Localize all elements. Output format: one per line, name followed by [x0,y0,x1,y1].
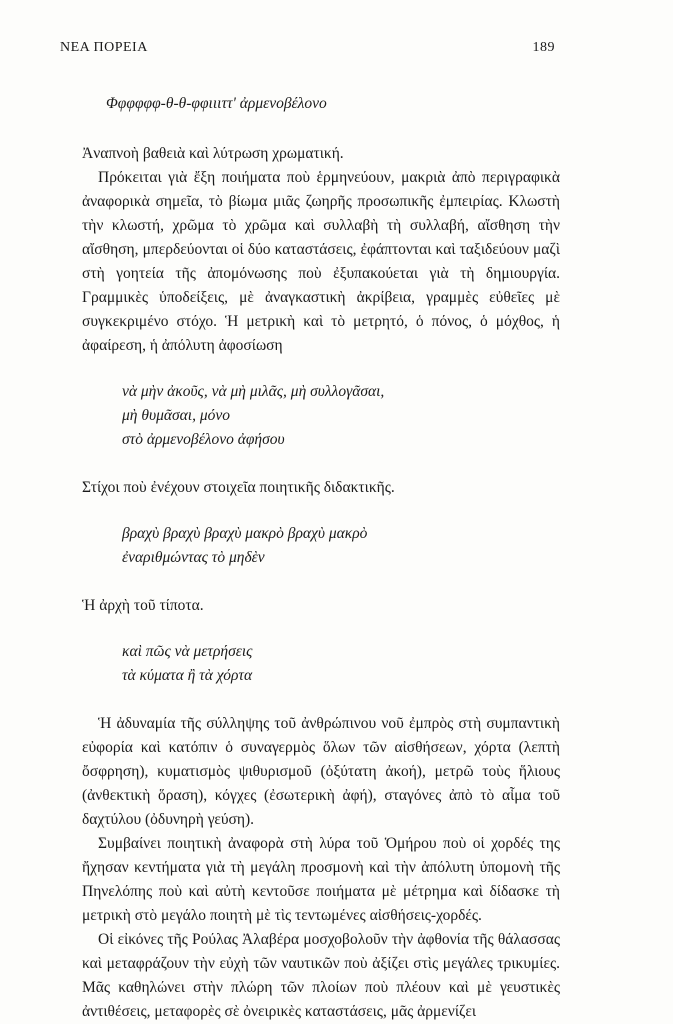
running-header [60,40,555,56]
poem-excerpt-1 [122,380,560,452]
paragraph-1: Ἀναπνοὴ βαθειὰ καὶ λύτρωση χρωματική. [82,145,344,162]
paragraph-2: Πρόκειται γιὰ ἔξη ποιήματα ποὺ ἑρμηνεύουν, μακριὰ ἀπὸ περιγραφικὰ ἀναφορικὰ σημεῖα, τὸ βίωμα μιᾶς ζωηρῆς προσωπικῆς ἐμπειρίας. Κλωστὴ τὴν κλωστή, χρῶμα τὸ χρῶμα καὶ συλλαβὴ τὴ συλλαβή, αἴσθηση τὴν αἴσθηση, μπερδεύονται οἱ δύο καταστάσεις, ἐφάπτονται καὶ ταξιδεύουν μαζὶ στὴ γοητεία τῆς ἀπομόνωσης ποὺ ἐξυπακούεται γιὰ τὴ δημιουργία. Γραμμικὲς ὑποδείξεις, μὲ ἀναγκαστικὴ ἀκρίβεια, γραμμὲς εὐθεῖες μὲ συγκεκριμένο στόχο. Ἡ μετρικὴ καὶ τὸ μετρητό, ὁ πόνος, ὁ μόχθος, ἡ ἀφαίρεση, ἡ ἀπόλυτη ἀφοσίωση [82,169,560,354]
poem-line: ἐναριθμώντας τὸ μηδὲν [122,549,265,566]
paragraph-7: Οἱ εἰκόνες τῆς Ρούλας Ἀλαβέρα μοσχοβολοῦν τὴν ἀφθονία τῆς θάλασσας καὶ μεταφράζουν τὴν εὐχὴ τῶν ναυτικῶν ποὺ ἀξίζει στὶς μεγάλες τρικυμίες. Μᾶς καθηλώνει στὴν πλώρη τῶν πλοίων ποὺ πλέουν καὶ μὲ γευστικὲς ἀντιθέσεις, μεταφορὲς σὲ ὀνειρικὲς καταστάσεις, μᾶς ἀρμενίζει [82,931,560,1020]
poem-line: νὰ μὴν ἀκοῦς, νὰ μὴ μιλᾶς, μὴ συλλογᾶσαι, [122,383,385,400]
paragraph-6: Συμβαίνει ποιητικὴ ἀναφορὰ στὴ λύρα τοῦ Ὁμήρου ποὺ οἱ χορδές της ἤχησαν κεντήματα γιὰ τὴ μεγάλη προσμονὴ καὶ τὴν ἀπόλυτη ὑπομονὴ τῆς Πηνελόπης ποὺ καὶ αὐτὴ κεντοῦσε ποιήματα μὲ μέτρημα καὶ δίδασκε τὴ μετρικὴ στὸ μεγάλο ποιητὴ μὲ τὶς τεντωμένες αἰσθήσεις-χορδές. [82,835,560,924]
paragraph-3: Στίχοι ποὺ ἐνέχουν στοιχεῖα ποιητικῆς διδακτικῆς. [82,479,395,496]
poem-excerpt-2 [122,522,560,570]
page-number: 189 [532,40,555,55]
poem-line: καὶ πῶς νὰ μετρήσεις [122,643,253,660]
journal-title: ΝΕΑ ΠΟΡΕΙΑ [60,40,148,55]
poem-line: στὸ ἀρμενοβέλονο ἀφήσου [122,431,285,448]
epigraph: Φφφφφφ-θ-θ-φφιιιττ' ἀρμενοβέλονο [106,95,327,112]
poem-excerpt-3 [122,640,560,688]
paragraph-4: Ἡ ἀρχὴ τοῦ τίποτα. [82,597,204,614]
poem-line: βραχὺ βραχὺ βραχὺ μακρὸ βραχὺ μακρὸ [122,525,368,542]
poem-line: μὴ θυμᾶσαι, μόνο [122,407,230,424]
page-body [82,92,560,1024]
poem-line: τὰ κύματα ἢ τὰ χόρτα [122,667,253,684]
paragraph-5: Ἡ ἀδυναμία τῆς σύλληψης τοῦ ἀνθρώπινου νοῦ ἐμπρὸς στὴ συμπαντικὴ εὐφορία καὶ κατόπιν ὁ συναγερμὸς ὅλων τῶν αἰσθήσεων, χόρτα (λεπτὴ ὄσφρηση), κυματισμὸς ψιθυρισμοῦ (ὀξύτατη ἀκοή), μετρῶ τοὺς ἥλιους (ἀνθεκτικὴ ὅραση), κόγχες (ἐσωτερικὴ ἀφή), σταγόνες ἀπὸ τὸ αἷμα τοῦ δαχτύλου (ὀδυνηρὴ γεύση). [82,715,560,828]
